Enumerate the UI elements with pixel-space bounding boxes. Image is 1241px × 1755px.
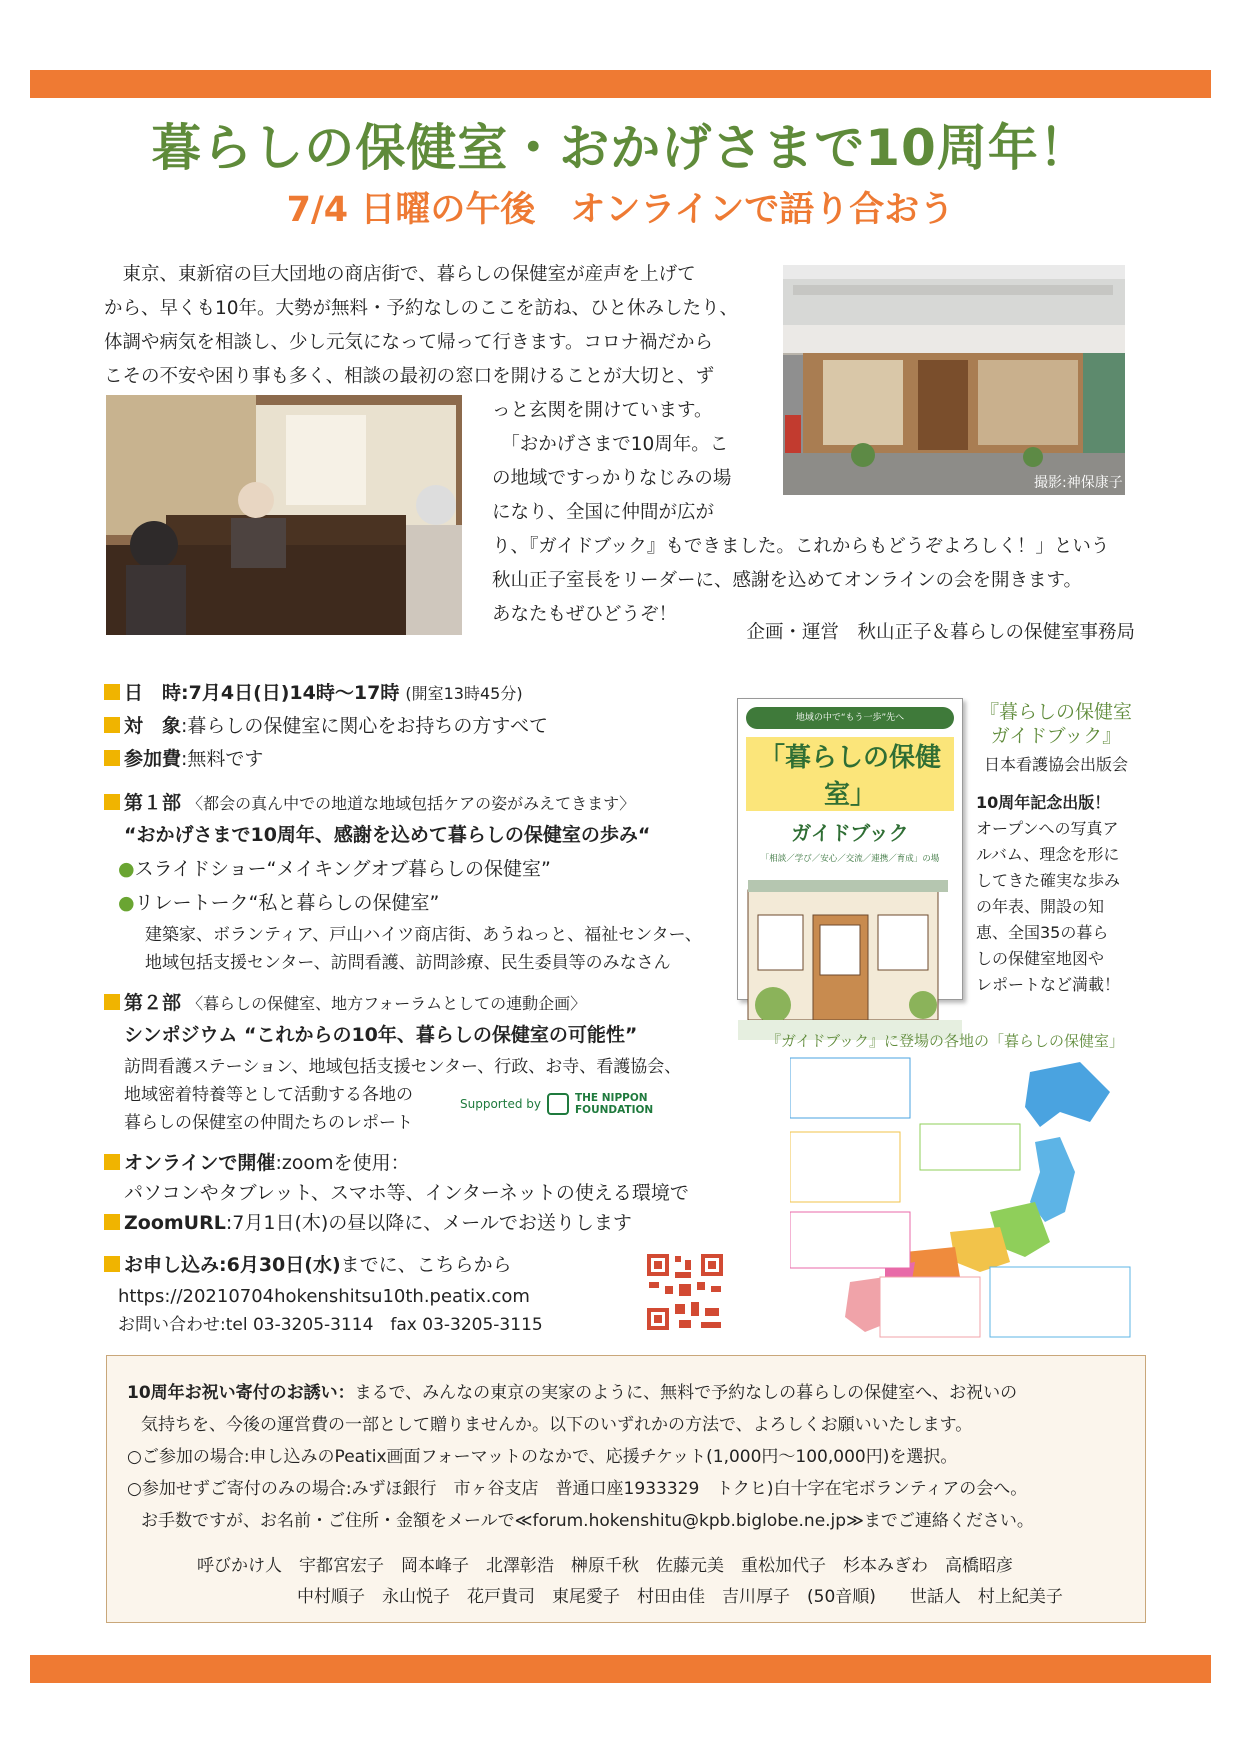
bullet-square-icon bbox=[104, 994, 120, 1010]
part2-heading-row bbox=[104, 990, 586, 1017]
contact-info: お問い合わせ:tel 03-3205-3114 fax 03-3205-3115 bbox=[118, 1315, 543, 1335]
qr-code-icon bbox=[645, 1252, 725, 1332]
guidebook-desc-line: してきた確実な歩み bbox=[976, 871, 1121, 890]
part1-heading-row bbox=[104, 790, 635, 817]
part1-detail2: 地域包括支援センター、訪問看護、訪問診療、民生委員等のみなさん bbox=[145, 953, 671, 973]
part2-title: シンポジウム “これからの10年、暮らしの保健室の可能性” bbox=[124, 1024, 638, 1046]
guidebook-desc-line: オープンへの写真ア bbox=[976, 819, 1119, 838]
zoom-value: :7月1日(木)の昼以降に、メールでお送りします bbox=[225, 1212, 632, 1234]
bottom-accent-bar bbox=[30, 1655, 1211, 1683]
intro-line: り、『ガイドブック』もできました。これからもどうぞよろしく！」という bbox=[492, 536, 1110, 557]
bullet-square-icon bbox=[104, 684, 120, 700]
cover-illustration bbox=[738, 870, 962, 1040]
part2-label: 第２部 bbox=[124, 992, 182, 1014]
japan-map bbox=[790, 1052, 1140, 1342]
supported-by-label: Supported by bbox=[460, 1097, 541, 1111]
green-dot-icon: ● bbox=[118, 858, 135, 880]
intro-line: から、早くも10年。大勢が無料・予約なしのここを訪ね、ひと休みしたり、 bbox=[104, 298, 739, 319]
intro-line: 「おかげさまで10周年。こ bbox=[492, 434, 729, 455]
intro-line: こその不安や困り事も多く、相談の最初の窓口を開けることが大切と、ず bbox=[104, 366, 715, 387]
intro-text-wrap bbox=[492, 394, 792, 530]
page-subtitle: 7/4 日曜の午後 オンラインで語り合おう bbox=[286, 190, 955, 230]
zoom-label: ZoomURL bbox=[124, 1212, 226, 1234]
cover-top-banner: 地域の中で“もう一歩”先へ bbox=[746, 707, 954, 729]
part2-note: 〈暮らしの保健室、地方フォーラムとしての連動企画〉 bbox=[187, 994, 587, 1013]
organizer-line: 企画・運営 秋山正子＆暮らしの保健室事務局 bbox=[746, 622, 1135, 643]
donation-line-3: ○ご参加の場合:申し込みのPeatix画面フォーマットのなかで、応援チケット(1,000円〜100,000円)を選択。 bbox=[127, 1447, 958, 1467]
apply-row bbox=[104, 1252, 512, 1278]
guidebook-desc-line: レポートなど満載！ bbox=[976, 975, 1121, 994]
donation-heading: 10周年お祝い寄付のお誘い： bbox=[127, 1383, 355, 1403]
online-detail: パソコンやタブレット、スマホ等、インターネットの使える環境で bbox=[124, 1182, 689, 1204]
intro-line: 秋山正子室長をリーダーに、感謝を込めてオンラインの会を開きます。 bbox=[492, 570, 1082, 591]
part1-detail1: 建築家、ボランティア、戸山ハイツ商店街、あうねっと、福祉センター、 bbox=[145, 925, 702, 945]
donation-line-1: 10周年お祝い寄付のお誘い：まるで、みんなの東京の実家のように、無料で予約なしの暮らしの保健室へ、お祝いの bbox=[127, 1383, 1018, 1403]
online-row bbox=[104, 1150, 410, 1176]
part1-note: 〈都会の真ん中での地道な地域包括ケアの姿がみえてきます〉 bbox=[187, 794, 636, 813]
part1-item2: ●リレートーク“私と暮らしの保健室” bbox=[118, 892, 440, 914]
donation-line-2: 気持ちを、今後の運営費の一部として贈りませんか。以下のいずれかの方法で、よろしくお願いいたします。 bbox=[141, 1415, 973, 1435]
part1-item1: ●スライドショー“メイキングオブ暮らしの保健室” bbox=[118, 858, 551, 880]
intro-line: の地域ですっかりなじみの場 bbox=[492, 468, 732, 489]
page-title: 暮らしの保健室・おかげさまで10周年！ bbox=[151, 119, 1090, 177]
intro-line: 体調や病気を相談し、少し元気になって帰って行きます。コロナ禍だから bbox=[104, 332, 714, 353]
intro-text bbox=[104, 258, 784, 394]
bullet-square-icon bbox=[104, 717, 120, 733]
interior-illustration bbox=[106, 395, 462, 635]
event-date-note: (開室13時45分) bbox=[405, 684, 523, 703]
apply-url-link[interactable]: https://20210704hokenshitsu10th.peatix.com bbox=[118, 1286, 530, 1307]
bullet-square-icon bbox=[104, 1214, 120, 1230]
zoom-row bbox=[104, 1210, 632, 1236]
guidebook-cover bbox=[737, 698, 963, 1000]
storefront-illustration bbox=[783, 265, 1125, 495]
apply-label: お申し込み:6月30日(水) bbox=[124, 1254, 341, 1276]
event-target-value: 暮らしの保健室に関心をお持ちの方すべて bbox=[187, 715, 549, 737]
intro-line: っと玄関を開けています。 bbox=[492, 400, 713, 421]
event-target-label: 対 象 bbox=[124, 715, 182, 737]
callers-row-1: 呼びかけ人 宇都宮宏子 岡本峰子 北澤彰浩 榊原千秋 佐藤元美 重松加代子 杉本みぎわ 高橋昭彦 bbox=[197, 1556, 1013, 1576]
guidebook-publisher: 日本看護協会出版会 bbox=[983, 755, 1128, 774]
cover-title: 「暮らしの保健室」 bbox=[746, 737, 954, 811]
event-target-row: 対 象:暮らしの保健室に関心をお持ちの方すべて bbox=[104, 713, 548, 739]
guidebook-desc-line: の年表、開設の知 bbox=[976, 897, 1105, 916]
foundation-mark-icon bbox=[547, 1093, 569, 1115]
donation-line-5: お手数ですが、お名前・ご住所・金額をメールで≪forum.hokenshitu@kpb.biglobe.ne.jp≫までご連絡ください。 bbox=[141, 1511, 1034, 1531]
guidebook-desc-line: ルバム、理念を形に bbox=[976, 845, 1120, 864]
guidebook-desc-line: 恵、全国35の暮ら bbox=[976, 923, 1109, 942]
foundation-name: THE NIPPON FOUNDATION bbox=[574, 1092, 654, 1116]
online-label: オンラインで開催 bbox=[124, 1152, 276, 1174]
green-dot-icon: ● bbox=[118, 892, 135, 914]
part1-title: “おかげさまで10周年、感謝を込めて暮らしの保健室の歩み“ bbox=[124, 824, 651, 846]
donation-line-4: ○参加せずご寄付のみの場合:みずほ銀行 市ヶ谷支店 普通口座1933329 トクヒ)白十字在宅ボランティアの会へ。 bbox=[127, 1479, 1028, 1499]
apply-value: までに、こちらから bbox=[340, 1254, 512, 1276]
guidebook-heading: 10周年記念出版！ bbox=[976, 793, 1111, 812]
guidebook-info bbox=[976, 700, 1136, 998]
event-fee-value: 無料です bbox=[187, 748, 264, 770]
guidebook-desc-line: しの保健室地図や bbox=[976, 949, 1105, 968]
guidebook-title-2: ガイドブック』 bbox=[990, 725, 1122, 747]
event-date-value: 7月4日(日)14時〜17時 bbox=[188, 682, 400, 704]
japan-map-illustration bbox=[790, 1052, 1140, 1342]
bullet-square-icon bbox=[104, 750, 120, 766]
map-title: 『ガイドブック』に登場の各地の「暮らしの保健室」 bbox=[765, 1032, 1125, 1050]
interior-photo bbox=[106, 395, 462, 635]
photo-credit: 撮影:神保康子 bbox=[1034, 475, 1123, 491]
qr-code[interactable] bbox=[645, 1252, 725, 1332]
part2-detail1: 訪問看護ステーション、地域包括支援センター、行政、お寺、看護協会、 bbox=[124, 1057, 682, 1077]
bullet-square-icon bbox=[104, 1256, 120, 1272]
cover-tagline: 「相談／学び／安心／交流／連携／育成」の場 bbox=[760, 854, 940, 864]
bullet-square-icon bbox=[104, 1154, 120, 1170]
callers-label: 呼びかけ人 bbox=[197, 1556, 282, 1576]
organizer-label: 世話人 村上紀美子 bbox=[909, 1587, 1063, 1607]
online-value: :zoomを使用： bbox=[275, 1152, 410, 1174]
part2-detail3: 暮らしの保健室の仲間たちのレポート bbox=[124, 1113, 413, 1133]
donation-box bbox=[106, 1355, 1146, 1623]
top-accent-bar bbox=[30, 70, 1211, 98]
event-date-label: 日 時 bbox=[124, 682, 182, 704]
callers-row-2: 中村順子 永山悦子 花戸貴司 東尾愛子 村田由佳 吉川厚子 (50音順) 世話人 村上紀美子 bbox=[297, 1587, 1063, 1607]
storefront-photo bbox=[783, 265, 1125, 495]
event-fee-row: 参加費:無料です bbox=[104, 746, 263, 772]
part1-label: 第１部 bbox=[124, 792, 182, 814]
intro-line: あなたもぜひどうぞ！ bbox=[492, 604, 678, 625]
event-fee-label: 参加費 bbox=[124, 748, 182, 770]
intro-line: 東京、東新宿の巨大団地の商店街で、暮らしの保健室が産声を上げて bbox=[104, 264, 696, 285]
nippon-foundation-logo bbox=[460, 1092, 653, 1116]
guidebook-title-1: 『暮らしの保健室 bbox=[979, 701, 1132, 723]
cover-subtitle: ガイドブック bbox=[791, 821, 909, 845]
event-date-row: 日 時:7月4日(日)14時〜17時 (開室13時45分) bbox=[104, 680, 523, 707]
part2-detail2: 地域密着特養等として活動する各地の bbox=[124, 1085, 413, 1105]
bullet-square-icon bbox=[104, 794, 120, 810]
intro-line: になり、全国に仲間が広が bbox=[492, 502, 715, 523]
